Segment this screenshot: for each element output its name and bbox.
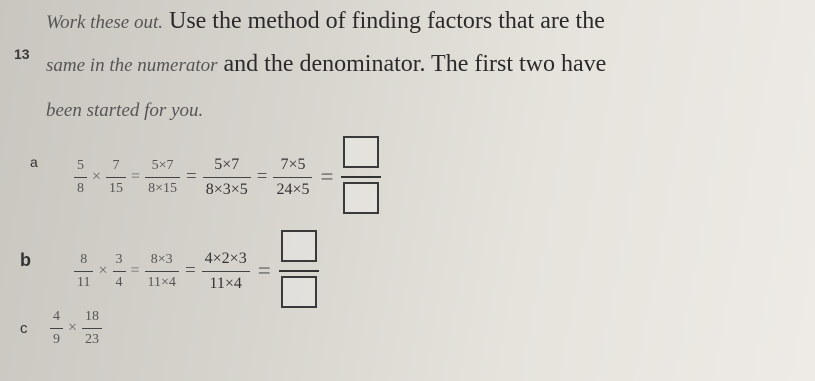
part-c-fraction-1 <box>50 308 63 348</box>
fraction-bar <box>145 271 179 272</box>
denominator: 11×4 <box>147 274 176 290</box>
fraction-bar <box>203 177 251 178</box>
fraction-bar <box>273 177 312 178</box>
numerator: 8×3 <box>150 252 173 267</box>
denominator: 9 <box>53 331 60 347</box>
fraction-bar <box>106 177 126 178</box>
instruction-line-2 <box>46 51 606 78</box>
equals-sign: = <box>130 262 140 279</box>
part-a-fraction-1 <box>74 157 87 197</box>
denominator: 11 <box>77 274 91 290</box>
fraction-bar <box>74 177 87 178</box>
fraction-bar <box>113 271 126 272</box>
numerator: 18 <box>85 309 100 324</box>
denominator: 24×5 <box>276 180 310 198</box>
numerator: 4×2×3 <box>204 249 247 267</box>
denominator: 15 <box>109 180 124 196</box>
part-b-equation <box>72 230 321 312</box>
instruction-text-1: Use the method of finding factors that are the <box>168 8 605 34</box>
part-b-step-1 <box>145 251 179 291</box>
part-b-label: b <box>20 250 31 270</box>
part-c-equation <box>48 308 104 348</box>
fraction-bar <box>279 270 319 272</box>
numerator: 7×5 <box>280 155 306 173</box>
part-c-fraction-2 <box>82 308 102 348</box>
denominator: 8 <box>77 180 84 196</box>
numerator: 4 <box>53 309 60 324</box>
question-number: 13 <box>14 46 30 62</box>
denominator: 11×4 <box>209 274 242 292</box>
part-a-fraction-2 <box>106 157 126 197</box>
numerator: 5×7 <box>214 155 240 173</box>
times-sign: × <box>92 168 102 185</box>
times-sign: × <box>68 319 78 336</box>
numerator: 8 <box>80 252 88 267</box>
part-a-label: a <box>30 154 38 170</box>
fraction-bar <box>145 177 180 178</box>
part-a-step-3 <box>273 155 312 200</box>
instruction-line-1 <box>46 8 605 35</box>
instruction-italic-3: been started for you. <box>46 100 204 121</box>
numerator: 5 <box>77 158 84 173</box>
equals-sign: = <box>256 166 268 187</box>
fraction-bar <box>341 176 381 178</box>
denominator: 8×15 <box>148 180 177 196</box>
fraction-bar <box>82 328 102 329</box>
fraction-bar <box>74 271 93 272</box>
part-a-equation <box>72 136 383 218</box>
denominator: 8×3×5 <box>205 180 248 198</box>
part-b-fraction-2 <box>113 251 126 291</box>
denominator: 4 <box>115 274 123 290</box>
part-b-fraction-1 <box>74 251 93 291</box>
answer-numerator-box[interactable] <box>343 136 379 168</box>
part-a-answer-fraction <box>341 136 381 218</box>
fraction-bar <box>50 328 63 329</box>
answer-denominator-box[interactable] <box>281 276 317 308</box>
numerator: 7 <box>112 158 120 173</box>
instruction-text-2: and the denominator. The first two have <box>223 51 607 77</box>
part-a-step-1 <box>145 157 180 197</box>
numerator: 3 <box>115 252 123 267</box>
part-b-step-2 <box>202 249 250 294</box>
denominator: 23 <box>85 331 100 347</box>
numerator: 5×7 <box>151 158 174 173</box>
equals-sign: = <box>185 166 197 187</box>
times-sign: × <box>98 262 108 279</box>
instruction-italic-2: same in the numerator <box>46 55 218 76</box>
equals-sign: = <box>184 260 196 281</box>
answer-numerator-box[interactable] <box>281 230 317 262</box>
fraction-bar <box>202 271 250 272</box>
part-a-step-2 <box>203 155 251 200</box>
equals-sign: = <box>257 258 271 283</box>
part-b-answer-fraction <box>279 230 319 312</box>
equals-sign: = <box>131 168 141 185</box>
part-c-label: c <box>20 320 28 337</box>
equals-sign: = <box>320 164 334 189</box>
instruction-italic-1: Work these out. <box>46 12 163 33</box>
instruction-line-3 <box>46 96 203 123</box>
answer-denominator-box[interactable] <box>343 182 379 214</box>
